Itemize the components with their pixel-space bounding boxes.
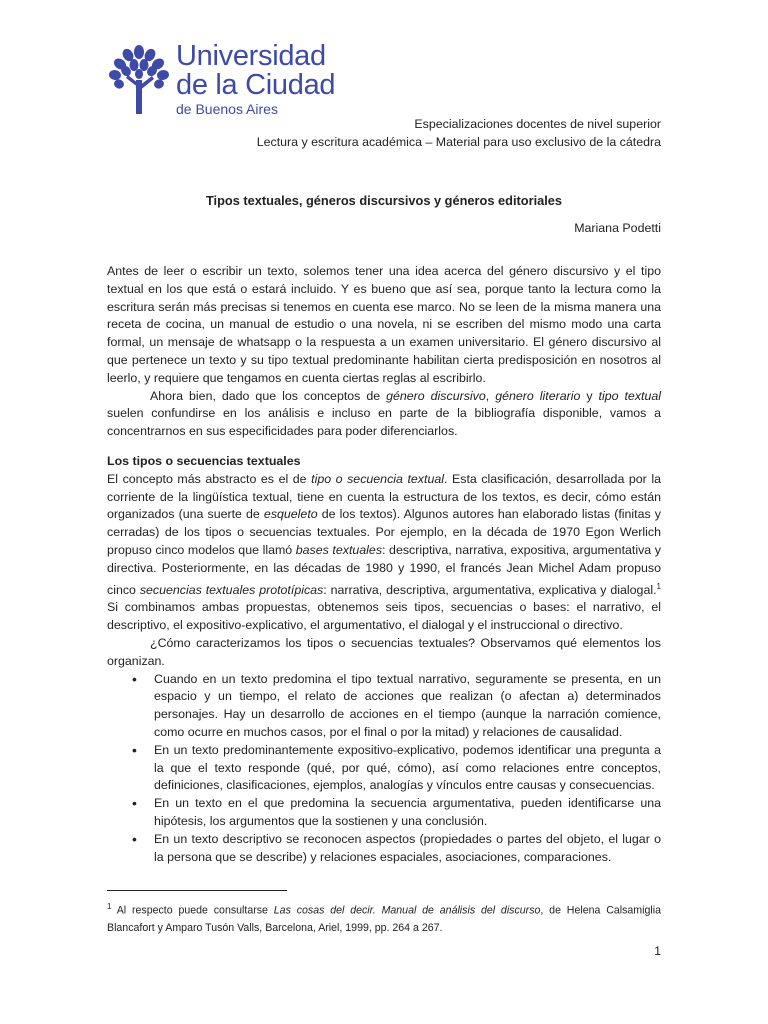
text-span: : narrativa, descriptiva, argumentativa, explicativa y dialogal. xyxy=(323,582,657,597)
logo-wordmark xyxy=(176,42,335,117)
document-title: Tipos textuales, géneros discursivos y géneros editoriales xyxy=(205,193,563,208)
italic-term: tipo textual xyxy=(598,388,661,403)
section-paragraph-1 xyxy=(107,471,661,635)
text-span: suelen confundirse en los análisis e incluso en parte de la bibliografía disponible, vamos a concentrarnos en sus especificidades para poder diferenciarlos. xyxy=(107,406,661,439)
text-span: . Esta clasificación, desarrollada por la corriente de la lingüística textual, tiene en cuenta la estructura de los textos, es decir, cómo están organizados (una suerte de xyxy=(107,471,662,522)
author-name: Mariana Podetti xyxy=(574,221,661,235)
italic-term: secuencias textuales prototípicas xyxy=(139,582,324,597)
intro-paragraph-2 xyxy=(107,388,661,441)
list-item: • Cuando en un texto predomina el tipo textual narrativo, seguramente se presenta, en un espacio y un tiempo, el relato de acciones que realizan (o afectan a) determinados personajes. Hay un desarrollo de acciones en el tiempo (aunque la narración comience, como ocurre en muchos casos, por el final o por la mitad) y relaciones de causalidad. xyxy=(107,671,661,742)
list-item: • En un texto en el que predomina la secuencia argumentativa, pueden identificarse una hipótesis, los argumentos que la sostienen y una conclusión. xyxy=(107,795,661,831)
university-logo xyxy=(108,42,368,120)
text-span: : descriptiva, narrativa, expositiva, argumentativa y directiva. Posteriormente, en las décadas de 1980 y 1990, el francés Jean Michel Adam propuso cinco xyxy=(107,542,661,597)
text-span: Si combinamos ambas propuestas, obtenemos seis tipos, secuencias o bases: el narrativo, el descriptivo, el expositivo-explicativo, el argumentativo, el dialogal y el instruccional o directivo. xyxy=(107,600,661,633)
page-number: 1 xyxy=(654,944,661,958)
logo-line-universidad: Universidad xyxy=(176,40,326,72)
italic-term: bases textuales xyxy=(295,542,383,557)
italic-term: Las cosas del decir. Manual de análisis del discurso xyxy=(273,904,541,917)
tree-logo-icon xyxy=(108,44,170,116)
footnote-divider xyxy=(107,890,287,891)
list-item: • En un texto predominantemente expositivo-explicativo, podemos identificar una pregunta a la que el texto responde (qué, por qué, cómo), así como relaciones entre conceptos, definiciones, clasificaciones, ejemplos, analogías y vínculos entre causas y consecuencias. xyxy=(107,742,661,795)
italic-term: esqueleto xyxy=(263,507,318,522)
header-line-1: Especializaciones docentes de nivel superior xyxy=(414,117,661,131)
italic-term: tipo o secuencia textual xyxy=(311,471,444,486)
header-line-2: Lectura y escritura académica – Material para uso exclusivo de la cátedra xyxy=(256,135,661,149)
document-body xyxy=(107,263,661,866)
list-item: • En un texto descriptivo se reconocen aspectos (propiedades o partes del objeto, el lugar o la persona que se describe) y relaciones espaciales, asociaciones, comparaciones. xyxy=(107,831,661,867)
text-span: , de Helena Calsamiglia Blancafort y Amparo Tusón Valls, Barcelona, Ariel, 1999, pp. 264 a 267. xyxy=(107,904,661,934)
section-paragraph-2: ¿Cómo caracterizamos los tipos o secuencias textuales? Observamos qué elementos los organizan. xyxy=(107,636,661,668)
italic-term: género discursivo xyxy=(386,388,486,403)
italic-term: género literario xyxy=(495,388,581,403)
logo-line-ciudad: de la Ciudad xyxy=(176,69,336,101)
footnote-number: 1 xyxy=(107,902,112,911)
text-span: , xyxy=(485,388,496,403)
footnote xyxy=(107,898,661,937)
text-span: Ahora bien, dado que los conceptos de xyxy=(150,388,387,403)
course-header xyxy=(257,115,661,151)
intro-paragraph-1: Antes de leer o escribir un texto, solemos tener una idea acerca del género discursivo y el tipo textual en los que está o estará incluido. Y es bueno que así sea, porque tanto la lectura como la escritura serán más precisas si tenemos en cuenta ese marco. No se leen de la misma manera una receta de cocina, un manual de estudio o una novela, ni se escriben del mismo modo una carta formal, un mensaje de whatsapp o la respuesta a un examen universitario. El género discursivo al que pertenece un texto y su tipo textual predominante habilitan cierta predisposición en nosotros al leerlo, y requiere que tengamos en cuenta ciertas reglas al escribirlo. xyxy=(107,264,661,385)
text-span: de los textos). Algunos autores han elaborado listas (finitas y cerradas) de los tipos o secuencias textuales. Por ejemplo, en la década de 1970 Egon Werlich propuso cinco modelos que llamó xyxy=(107,507,662,557)
section-heading: Los tipos o secuencias textuales xyxy=(107,453,301,468)
footnote-reference[interactable]: 1 xyxy=(656,581,661,591)
text-span: Al respecto puede consultarse xyxy=(111,904,274,917)
text-span: El concepto más abstracto es el de xyxy=(107,471,312,486)
text-span: y xyxy=(580,388,599,403)
bullet-list xyxy=(107,671,661,867)
logo-line-buenos-aires: de Buenos Aires xyxy=(176,101,278,117)
